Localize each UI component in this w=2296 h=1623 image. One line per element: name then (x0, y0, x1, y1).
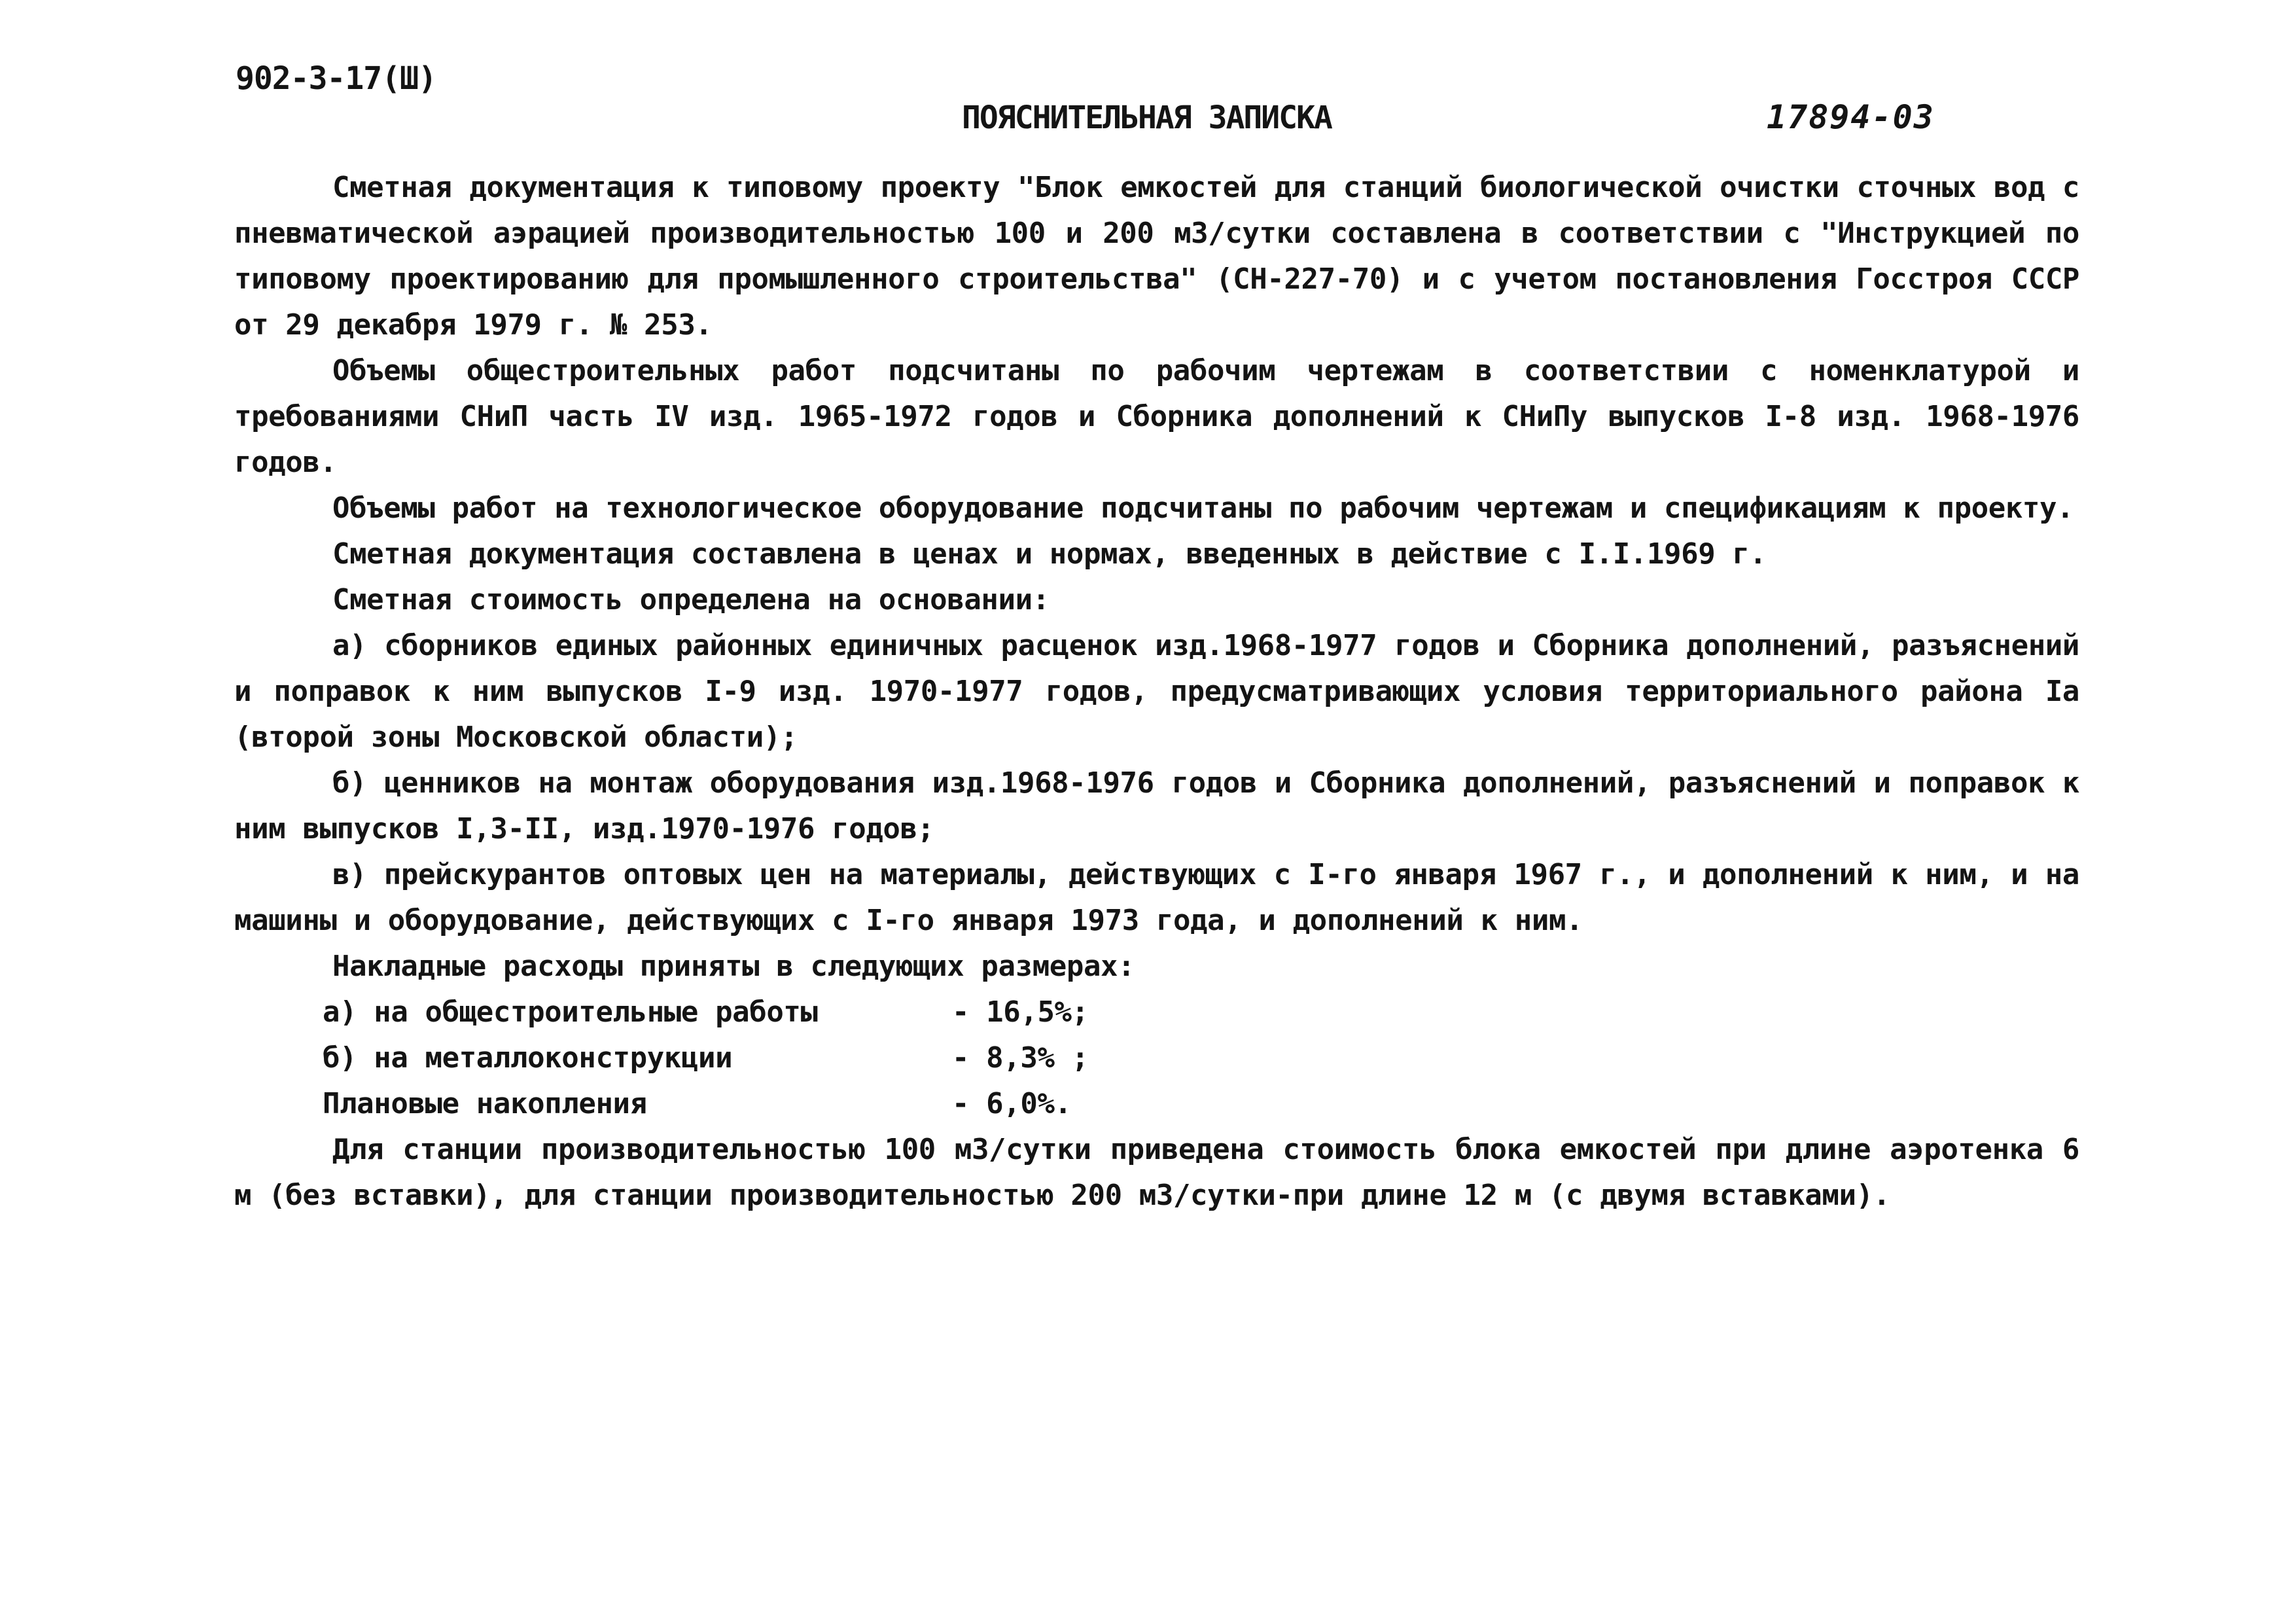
document-number: 17894-03 (1767, 98, 1935, 136)
paragraph: Накладные расходы приняты в следующих размерах: (332, 950, 1135, 983)
paragraph: б) ценников на монтаж оборудования изд.1968-1976 годов и Сборника дополнений, разъяснений и поправок к ним выпусков I,3-II, изд.1970-1976 годов; (234, 766, 2079, 846)
paragraph: Объемы работ на технологическое оборудование подсчитаны по рабочим чертежам и спецификациям к проекту. (332, 491, 2074, 525)
rate-value: - 8,3% ; (952, 1041, 1089, 1075)
document-body (234, 165, 2079, 1219)
rate-label: Плановые накопления (323, 1087, 647, 1120)
paragraph: Сметная документация к типовому проекту "Блок емкостей для станций биологической очистки сточных вод с пневматической аэрацией производительностью 100 и 200 м3/сутки составлена в соответствии с "Инструкцией по типовому проектированию для промышленного строительства" (СН-227-70) и с учетом постановления Госстроя СССР от 29 декабря 1979 г. № 253. (234, 171, 2079, 342)
rate-row (234, 990, 2079, 1035)
page-title: ПОЯСНИТЕЛЬНАЯ ЗАПИСКА (962, 99, 1332, 136)
document-code: 902-3-17(Ш) (236, 60, 436, 97)
rate-row (234, 1081, 2079, 1127)
paragraph: Объемы общестроительных работ подсчитаны по рабочим чертежам в соответствии с номенклатурой и требованиями СНиП часть IV изд. 1965-1972 годов и Сборника дополнений к СНиПу выпусков I-8 изд. 1968-1976 годов. (234, 354, 2079, 479)
rate-value: - 16,5%; (952, 995, 1089, 1029)
rate-value: - 6,0%. (952, 1087, 1072, 1120)
rate-row (234, 1035, 2079, 1081)
rate-label: а) на общестроительные работы (323, 995, 818, 1029)
paragraph: Сметная стоимость определена на основании: (332, 583, 1050, 616)
closing-paragraph: Для станции производительностью 100 м3/сутки приведена стоимость блока емкостей при длине аэротенка 6 м (без вставки), для станции производительностью 200 м3/сутки-при длине 12 м (с двумя вставками). (234, 1133, 2079, 1212)
paragraph: а) сборников единых районных единичных расценок изд.1968-1977 годов и Сборника дополнений, разъяснений и поправок к ним выпусков I-9 изд. 1970-1977 годов, предусматривающих условия территориального района Iа (второй зоны Московской области); (234, 629, 2079, 754)
paragraph: Сметная документация составлена в ценах и нормах, введенных в действие с I.I.1969 г. (332, 537, 1767, 571)
paragraph: в) прейскурантов оптовых цен на материалы, действующих с I-го января 1967 г., и дополнений к ним, и на машины и оборудование, действующих с I-го января 1973 года, и дополнений к ним. (234, 858, 2079, 937)
rate-label: б) на металлоконструкции (323, 1041, 733, 1075)
